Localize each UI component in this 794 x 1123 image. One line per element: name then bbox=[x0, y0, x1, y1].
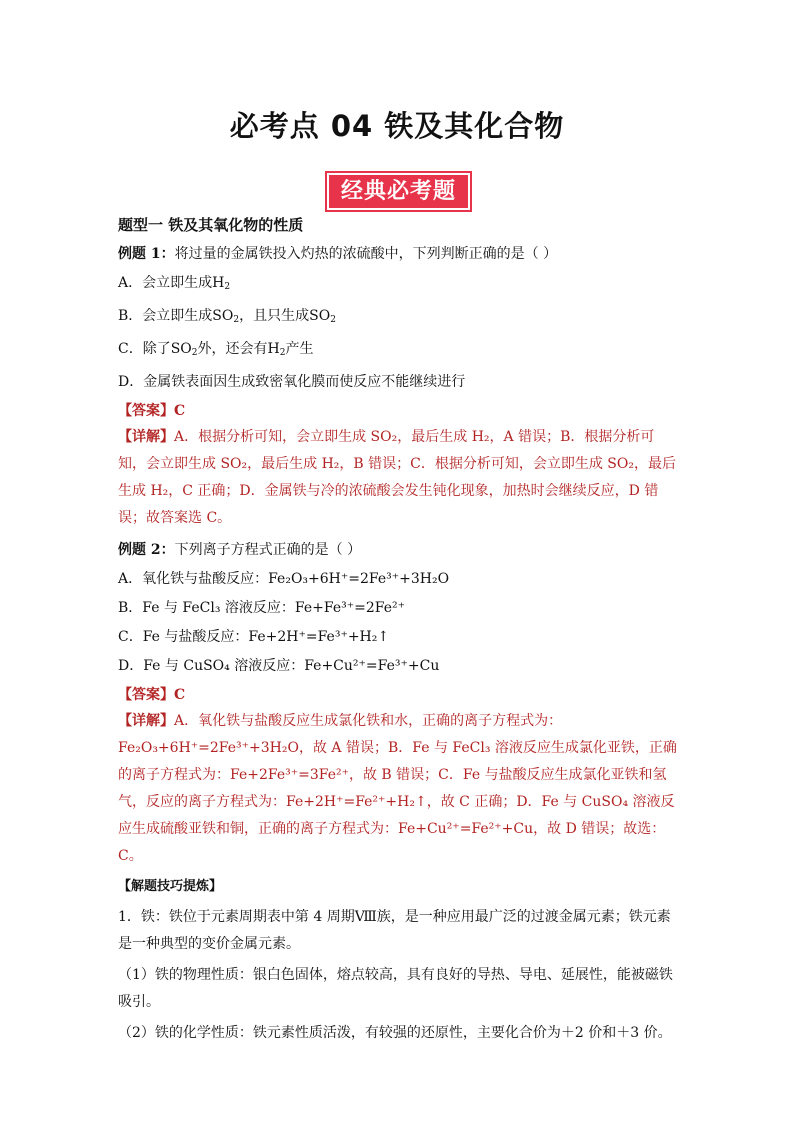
option-text: B．会立即生成 bbox=[118, 308, 213, 324]
formula-subscript: 2 bbox=[191, 348, 198, 358]
tips-heading: 【解题技巧提炼】 bbox=[118, 879, 223, 894]
page-title: 必考点 04 铁及其化合物 bbox=[229, 109, 565, 143]
tips-paragraph-1: 1．铁：铁位于元素周期表中第 4 周期Ⅷ族，是一种应用最广泛的过渡金属元素；铁元素是一种典型的变价金属元素。 bbox=[118, 909, 671, 952]
example1-option-a bbox=[118, 272, 678, 298]
example2-option-a: A．氧化铁与盐酸反应：Fe₂O₃+6H⁺=2Fe³⁺+3H₂O bbox=[118, 571, 450, 587]
option-text: ，且只生成 bbox=[239, 308, 310, 324]
formula: SO bbox=[170, 341, 192, 357]
section-banner: 经典必考题 bbox=[327, 173, 470, 210]
document-body bbox=[118, 214, 678, 1047]
tips-paragraph-2: （1）铁的物理性质：银白色固体，熔点较高，具有良好的导热、导电、延展性，能被磁铁吸引。 bbox=[118, 967, 673, 1010]
example1-option-c bbox=[118, 338, 678, 364]
detail-label: 【详解】 bbox=[118, 713, 174, 729]
option-text: 外，还会有 bbox=[197, 341, 268, 357]
example2-question bbox=[118, 539, 678, 561]
example1-label: 例题 1： bbox=[118, 246, 175, 262]
option-text: A．会立即生成 bbox=[118, 275, 213, 291]
formula: SO bbox=[212, 308, 234, 324]
example1-question-text: 将过量的金属铁投入灼热的浓硫酸中，下列判断正确的是（ ） bbox=[174, 246, 558, 262]
example2-option-d: D．Fe 与 CuSO₄ 溶液反应：Fe+Cu²⁺=Fe³⁺+Cu bbox=[118, 658, 440, 674]
example1-option-b bbox=[118, 305, 678, 331]
option-text: C．除了 bbox=[118, 341, 171, 357]
example2-label: 例题 2： bbox=[118, 542, 175, 558]
formula-subscript: 2 bbox=[279, 348, 286, 358]
option-text: 产生 bbox=[285, 341, 314, 357]
tips-paragraph-3: （2）铁的化学性质：铁元素性质活泼，有较强的还原性，主要化合价为＋2 价和＋3 价。 bbox=[118, 1025, 672, 1041]
example2-answer: 【答案】C bbox=[118, 687, 186, 703]
example2-option-c: C．Fe 与盐酸反应：Fe+2H⁺=Fe³⁺+H₂↑ bbox=[118, 629, 390, 645]
example1-question bbox=[118, 243, 678, 265]
formula-subscript: 2 bbox=[330, 315, 336, 325]
formula: SO bbox=[309, 308, 331, 324]
formula: H bbox=[212, 275, 225, 291]
example2-detail bbox=[118, 708, 678, 870]
formula-subscript: 2 bbox=[233, 315, 240, 325]
example1-option-d: D．金属铁表面因生成致密氧化膜而使反应不能继续进行 bbox=[118, 374, 466, 390]
section-heading: 题型一 铁及其氧化物的性质 bbox=[118, 216, 304, 234]
formula: H bbox=[267, 341, 280, 357]
detail-label: 【详解】 bbox=[118, 429, 174, 445]
formula-subscript: 2 bbox=[224, 282, 231, 292]
example1-detail bbox=[118, 424, 678, 532]
detail-text: A．氧化铁与盐酸反应生成氯化铁和水，正确的离子方程式为：Fe₂O₃+6H⁺=2Fe³⁺+3H₂O，故 A 错误；B．Fe 与 FeCl₃ 溶液反应生成氯化亚铁，正确的离子方程式为：Fe+2Fe³⁺=3Fe²⁺，故 B 错误；C．Fe 与盐酸反应生成氯化亚铁和氢气，反应的离子方程式为：Fe+2H⁺=Fe²⁺+H₂↑，故 C 正确；D．Fe 与 CuSO₄ 溶液反应生成硫酸亚铁和铜，正确的离子方程式为：Fe+Cu²⁺=Fe²⁺+Cu，故 D 错误；故选：C。 bbox=[118, 713, 677, 864]
example1-answer: 【答案】C bbox=[118, 403, 186, 419]
detail-text: A．根据分析可知，会立即生成 SO₂，最后生成 H₂，A 错误；B．根据分析可知，会立即生成 SO₂，最后生成 H₂，B 错误；C．根据分析可知，会立即生成 SO₂，最后生成 H₂，C 正确；D．金属铁与冷的浓硫酸会发生钝化现象，加热时会继续反应，D 错误；故答案选 C。 bbox=[118, 429, 676, 526]
example2-option-b: B．Fe 与 FeCl₃ 溶液反应：Fe+Fe³⁺=2Fe²⁺ bbox=[118, 600, 405, 616]
example2-question-text: 下列离子方程式正确的是（ ） bbox=[174, 542, 362, 558]
